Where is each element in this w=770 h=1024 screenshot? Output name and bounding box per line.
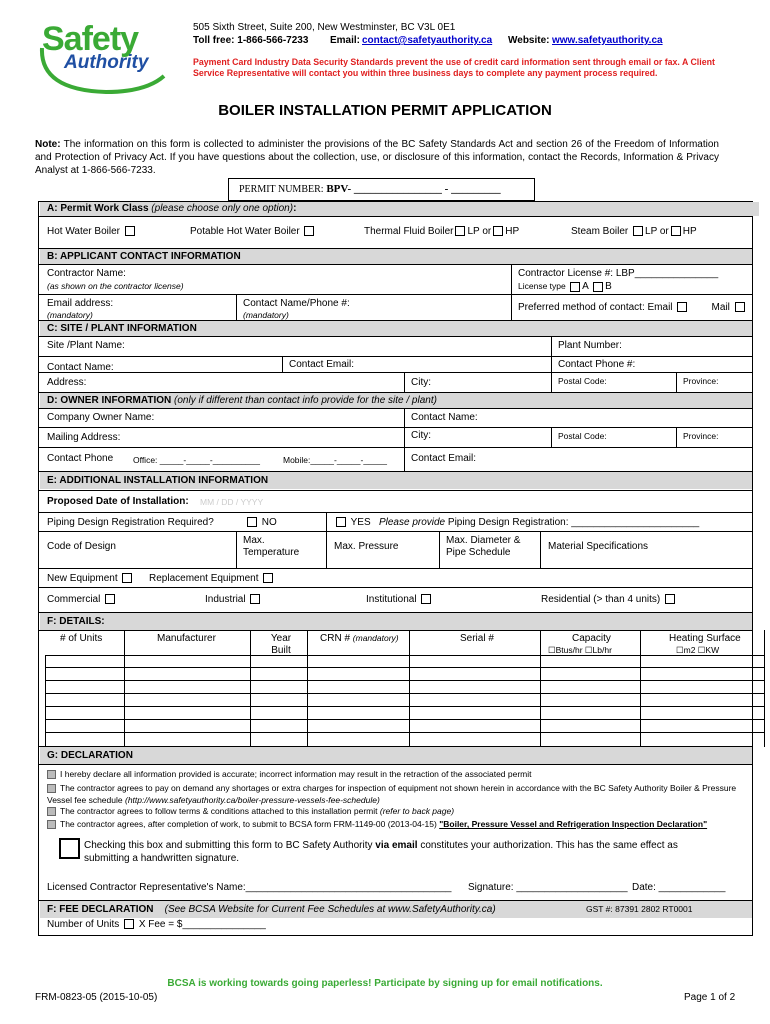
commercial[interactable]: [47, 594, 117, 605]
site-postal-label: Postal Code:: [558, 376, 607, 386]
code-of-design-label: Code of Design: [47, 541, 116, 552]
divider: [39, 294, 752, 295]
checkbox-decl-4[interactable]: [47, 820, 56, 829]
owner-contact-name-label: Contact Name:: [411, 412, 478, 423]
section-b-header: B: APPLICANT CONTACT INFORMATION: [40, 249, 752, 264]
site-province-label: Province:: [683, 376, 719, 386]
hp-label-2: HP: [682, 226, 697, 237]
col-crn: [320, 633, 399, 644]
divider: [39, 512, 752, 513]
divider: [307, 630, 308, 747]
auth-text-1: Checking this box and submitting this form to BC Safety Authority: [84, 840, 373, 851]
proposed-date-label: Proposed Date of Installation:: [47, 496, 189, 507]
checkbox-license-a[interactable]: [570, 282, 580, 292]
piping-required-label: Piping Design Registration Required?: [47, 517, 214, 528]
signature-field[interactable]: Signature: ____________________: [468, 882, 628, 893]
proposed-date-input[interactable]: MM / DD / YYYY: [200, 497, 264, 507]
site-name-label: Site /Plant Name:: [47, 340, 125, 351]
divider: [540, 630, 541, 747]
privacy-note: [35, 138, 719, 177]
owner-postal-label: Postal Code:: [558, 431, 607, 441]
new-equipment-label: New Equipment: [47, 573, 118, 584]
date-field[interactable]: Date: ____________: [632, 882, 726, 893]
commercial-label: Commercial: [47, 594, 101, 605]
license-a-label: A: [582, 281, 589, 292]
owner-email-label: Contact Email:: [411, 453, 477, 464]
divider: [39, 336, 752, 337]
note-text: The information on this form is collected to administer the provisions of the BC Safety Standards Act and section 26 of the Freedom of Information and Protection of Privacy Act. If you have questions about the collection, use, or disclosure of this information, contact the Records, Information & Privacy Analyst at 1-866-566-7233.: [35, 139, 719, 176]
opt-steam-label: Steam Boiler: [571, 226, 629, 237]
fee-amount-field[interactable]: X Fee = $_______________: [138, 919, 266, 930]
website-link[interactable]: www.safetyauthority.ca: [552, 35, 663, 46]
owner-name-label: Company Owner Name:: [47, 412, 155, 423]
declaration-4[interactable]: [47, 819, 747, 829]
declaration-3[interactable]: [47, 806, 737, 816]
divider: [764, 630, 765, 747]
checkbox-institutional[interactable]: [421, 594, 431, 604]
col-year-built: Year Built: [270, 633, 292, 656]
checkbox-decl-1[interactable]: [47, 770, 56, 779]
auth-text-2: constitutes your authorization. This has the same effect as submitting a handwritten signature.: [84, 840, 678, 864]
piping-yes-label: YES: [350, 517, 371, 528]
site-city-label: City:: [411, 377, 431, 388]
mail-label: Mail: [711, 302, 730, 313]
divider: [404, 372, 405, 392]
declaration-1[interactable]: [47, 769, 737, 779]
institutional-label: Institutional: [366, 594, 417, 605]
divider: [39, 630, 752, 631]
section-d-title: D: OWNER INFORMATION: [47, 395, 172, 406]
divider: [39, 427, 752, 428]
divider: [39, 216, 752, 217]
checkbox-new-equipment[interactable]: [122, 573, 132, 583]
capacity-units: ☐Btus/hr ☐Lb/hr: [548, 645, 612, 655]
table-row[interactable]: [45, 680, 764, 681]
col-serial: Serial #: [460, 633, 494, 644]
license-type: [518, 281, 612, 292]
crn-label: CRN #: [320, 633, 351, 644]
lp-or-label: LP or: [467, 226, 492, 237]
checkbox-pref-email[interactable]: [677, 302, 687, 312]
checkbox-steam[interactable]: [633, 226, 643, 236]
opt-potable[interactable]: [190, 226, 316, 237]
divider: [39, 490, 752, 491]
fee-title: F: FEE DECLARATION: [47, 904, 154, 915]
piping-no[interactable]: [245, 517, 277, 528]
divider: [282, 356, 283, 372]
auth-via-email: via email: [375, 840, 418, 851]
checkbox-license-b[interactable]: [593, 282, 603, 292]
section-a-hint: (please choose only one option): [151, 203, 294, 214]
divider: [511, 264, 512, 294]
email-link[interactable]: contact@safetyauthority.ca: [362, 35, 493, 46]
plant-number-label: Plant Number:: [558, 340, 622, 351]
divider: [551, 427, 552, 447]
logo: [36, 18, 171, 96]
residential-label: Residential (> than 4 units): [541, 594, 661, 605]
lp-or-label-2: LP or: [645, 226, 669, 237]
divider: [45, 655, 46, 747]
license-type-label: License type: [518, 281, 566, 291]
section-d-hint: (only if different than contact info provide for the site / plant): [174, 395, 437, 406]
divider: [39, 408, 752, 409]
decl-3-text: The contractor agrees to follow terms & conditions attached to this installation permit: [60, 806, 378, 816]
divider: [39, 764, 752, 765]
residential[interactable]: [541, 594, 677, 605]
contractor-name-label: Contractor Name:: [47, 268, 126, 279]
site-contact-phone-label: Contact Phone #:: [558, 359, 636, 370]
section-f-header: F: DETAILS:: [40, 613, 752, 630]
rep-name-field[interactable]: Licensed Contractor Representative's Name:_____________________________________: [47, 882, 452, 893]
divider: [409, 630, 410, 747]
piping-no-label: NO: [261, 517, 277, 528]
address: 505 Sixth Street, Suite 200, New Westminster, BC V3L 0E1: [193, 22, 456, 33]
checkbox-piping-yes[interactable]: [336, 517, 346, 527]
divider: [39, 264, 752, 265]
divider: [676, 427, 677, 447]
fee-units-box[interactable]: [124, 919, 134, 929]
decl-4-form-name: "Boiler, Pressure Vessel and Refrigeration Inspection Declaration": [439, 819, 708, 829]
fee-see: (See BCSA Website for Current Fee Schedules at www.SafetyAuthority.ca): [164, 904, 496, 915]
logo-word: Safety: [42, 20, 139, 58]
mobile-phone-field[interactable]: Mobile:_____-_____-_____: [283, 455, 387, 465]
license-number-field[interactable]: Contractor License #: LBP_______________: [518, 268, 719, 279]
owner-phone-label: Contact Phone: [47, 453, 114, 464]
gst-number: GST #: 87391 2802 RT0001: [586, 904, 693, 914]
table-row[interactable]: [45, 655, 764, 656]
tollfree: Toll free: 1-866-566-7233: [193, 35, 309, 46]
col-manufacturer: Manufacturer: [157, 633, 216, 644]
email-authorization-text: [84, 840, 724, 865]
mailing-address-label: Mailing Address:: [47, 432, 121, 443]
email-address-label: Email address:: [47, 298, 114, 309]
industrial[interactable]: [205, 594, 262, 605]
checkbox-commercial[interactable]: [105, 594, 115, 604]
divider: [39, 356, 752, 357]
col-capacity: Capacity: [572, 633, 611, 644]
max-pressure-label: Max. Pressure: [334, 541, 399, 552]
site-contact-email-label: Contact Email:: [289, 359, 355, 370]
opt-thermal-label: Thermal Fluid Boiler: [364, 226, 454, 237]
logo-sub: Authority: [64, 52, 149, 73]
divider: [39, 587, 752, 588]
email-mandatory: (mandatory): [47, 310, 93, 320]
divider: [511, 294, 512, 320]
hp-label: HP: [505, 226, 520, 237]
piping-yes[interactable]: [334, 517, 699, 528]
checkbox-decl-3[interactable]: [47, 807, 56, 816]
declaration-2[interactable]: [47, 782, 737, 806]
website-label: Website:: [508, 35, 550, 46]
institutional[interactable]: [366, 594, 433, 605]
permit-number-box[interactable]: [228, 178, 535, 201]
decl-2-text: The contractor agrees to pay on demand any shortages or extra charges for inspection of equipment not shown herein in accordance with the BC Safety Authority Boiler & Pressure Vessel fee schedule: [47, 783, 737, 805]
divider: [326, 512, 327, 568]
industrial-label: Industrial: [205, 594, 246, 605]
divider: [551, 336, 552, 356]
site-contact-name-label: Contact Name:: [47, 362, 114, 373]
email-authorization-checkbox[interactable]: [59, 838, 80, 859]
checkbox-thermal-hp[interactable]: [493, 226, 503, 236]
piping-registration-field[interactable]: Piping Design Registration: _______________________: [447, 517, 700, 528]
checkbox-piping-no[interactable]: [247, 517, 257, 527]
divider: [39, 447, 752, 448]
section-e-header: E: ADDITIONAL INSTALLATION INFORMATION: [40, 472, 752, 489]
checkbox-decl-2[interactable]: [47, 784, 56, 793]
divider: [39, 372, 752, 373]
fee-declaration-header: [40, 901, 752, 918]
crn-mandatory: (mandatory): [352, 633, 399, 643]
checkbox-replacement[interactable]: [263, 573, 273, 583]
checkbox-industrial[interactable]: [250, 594, 260, 604]
new-equipment[interactable]: [47, 573, 134, 584]
divider: [39, 531, 752, 532]
checkbox-residential[interactable]: [665, 594, 675, 604]
table-row[interactable]: [45, 719, 764, 720]
permit-value: BPV- ________________ - _________: [326, 183, 501, 195]
divider: [124, 630, 125, 747]
decl-3-ref: (refer to back page): [379, 806, 455, 816]
table-row[interactable]: [45, 732, 764, 733]
checkbox-steam-hp[interactable]: [671, 226, 681, 236]
preferred-contact: [518, 302, 747, 313]
opt-steam[interactable]: [571, 226, 697, 237]
divider: [236, 294, 237, 320]
site-address-label: Address:: [47, 377, 87, 388]
divider: [250, 630, 251, 747]
decl-2-link[interactable]: (http://www.safetyauthority.ca/boiler-pressure-vessels-fee-schedule): [124, 795, 380, 805]
note-label: Note:: [35, 139, 61, 150]
section-g-header: G: DECLARATION: [40, 747, 752, 764]
decl-4-text: The contractor agrees, after completion of work, to submit to BCSA form FRM-1149-00 (2013-04-15): [60, 819, 437, 829]
max-diameter-label: Max. Diameter & Pipe Schedule: [446, 535, 521, 558]
table-row[interactable]: [45, 667, 764, 668]
divider: [540, 531, 541, 568]
contact-mandatory: (mandatory): [243, 310, 289, 320]
divider: [404, 408, 405, 471]
checkbox-pref-mail[interactable]: [735, 302, 745, 312]
as-shown-hint: (as shown on the contractor license): [47, 281, 184, 291]
office-phone-field[interactable]: Office: _____-_____-__________: [133, 455, 260, 465]
opt-thermal[interactable]: [364, 226, 519, 237]
paperless-banner: BCSA is working towards going paperless! Participate by signing up for email notifications.: [167, 978, 603, 989]
opt-potable-label: Potable Hot Water Boiler: [190, 226, 300, 237]
section-a-header: [40, 202, 759, 216]
replacement-equipment[interactable]: [149, 573, 275, 584]
replacement-label: Replacement Equipment: [149, 573, 259, 584]
owner-city-label: City:: [411, 430, 431, 441]
permit-label: PERMIT NUMBER:: [239, 184, 324, 195]
surface-units: ☐m2 ☐KW: [676, 645, 720, 655]
section-c-header: C: SITE / PLANT INFORMATION: [40, 321, 752, 336]
section-a-title: A: Permit Work Class: [47, 203, 149, 214]
col-heating-surface: Heating Surface: [669, 633, 741, 644]
preferred-label: Preferred method of contact: Email: [518, 302, 673, 313]
decl-1-text: I hereby declare all information provided is accurate; incorrect information may result in the retraction of the associated permit: [60, 769, 532, 779]
table-row[interactable]: [45, 693, 764, 694]
checkbox-potable[interactable]: [304, 226, 314, 236]
material-spec-label: Material Specifications: [548, 541, 649, 552]
col-units: # of Units: [60, 633, 103, 644]
page-number: Page 1 of 2: [684, 992, 736, 1003]
section-a-colon: :: [293, 203, 297, 214]
please-provide: Please provide: [378, 517, 446, 528]
opt-hot-water-label: Hot Water Boiler: [47, 226, 120, 237]
divider: [236, 531, 237, 568]
checkbox-hot-water[interactable]: [125, 226, 135, 236]
fee-units-label: Number of Units: [47, 919, 120, 930]
contact-name-phone-label: Contact Name/Phone #:: [243, 298, 350, 309]
divider: [39, 568, 752, 569]
page-title: BOILER INSTALLATION PERMIT APPLICATION: [218, 102, 552, 119]
max-temp-label: Max. Temperature: [243, 535, 300, 558]
payment-notice: Payment Card Industry Data Security Standards prevent the use of credit card information sent through email or fax. A Client Service Representative will contact you within three business days to complete any payment process required.: [193, 57, 715, 78]
divider: [640, 630, 641, 747]
table-row[interactable]: [45, 706, 764, 707]
fee-units-row: [47, 919, 266, 930]
section-d-header: [40, 393, 752, 408]
form-id: FRM-0823-05 (2015-10-05): [35, 992, 158, 1003]
checkbox-thermal[interactable]: [455, 226, 465, 236]
license-b-label: B: [605, 281, 612, 292]
divider: [676, 372, 677, 392]
owner-province-label: Province:: [683, 431, 719, 441]
email-label: Email:: [330, 35, 361, 46]
opt-hot-water[interactable]: [47, 226, 137, 237]
divider: [551, 356, 552, 392]
divider: [439, 531, 440, 568]
